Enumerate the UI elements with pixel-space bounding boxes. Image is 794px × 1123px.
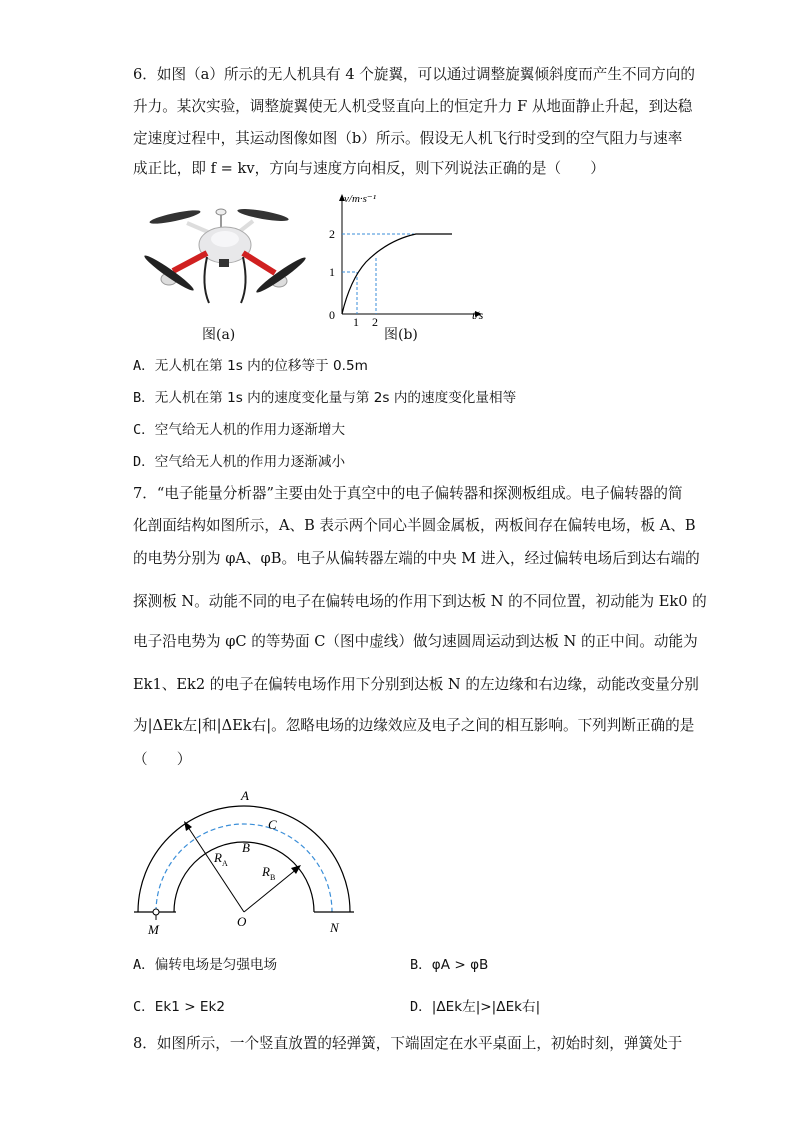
q7-option-d: D．|ΔEk左|>|ΔEk右| [410, 999, 541, 1015]
label-rb: $R_B$ [262, 864, 276, 882]
q7-line-6: Ek1、Ek2 的电子在偏转电场作用下分别到达板 N 的左边缘和右边缘，动能改变量分别 [133, 676, 699, 693]
q7-line-1: 7．“电子能量分析器”主要由处于真空中的电子偏转器和探测板组成。电子偏转器的简 [133, 485, 683, 502]
deflector-figure [126, 782, 366, 940]
q6-option-a: A．无人机在第 1s 内的位移等于 0.5m [133, 358, 368, 374]
q7-line-8: （ ） [133, 751, 192, 768]
q7-option-c: C．Ek1 > Ek2 [133, 999, 226, 1015]
q6-line-2: 升力。某次实验，调整旋翼使无人机受竖直向上的恒定升力 F 从地面静止升起，到达稳 [133, 98, 693, 115]
label-a: A [241, 788, 249, 803]
x-tick-1: 1 [353, 315, 359, 329]
label-n: N [330, 920, 339, 935]
vt-graph [326, 190, 496, 345]
q6-option-b: B．无人机在第 1s 内的速度变化量与第 2s 内的速度变化量相等 [133, 390, 517, 406]
rotor-front-left [142, 253, 196, 294]
q7-option-b: B．φA > φB [410, 957, 489, 973]
x-axis-label: t/s [472, 308, 484, 322]
y-axis-label: v/m·s⁻¹ [344, 193, 377, 205]
rotor-rear-left [149, 208, 202, 227]
q7-line-4: 探测板 N。动能不同的电子在偏转电场的作用下到达板 N 的不同位置，初动能为 Ek0 的 [133, 593, 707, 610]
q7-line-3: 的电势分别为 φA、φB。电子从偏转器左端的中央 M 进入，经过偏转电场后到达右端的 [133, 550, 700, 567]
fig-a-caption: 图(a) [202, 327, 236, 343]
fig-b-caption: 图(b) [384, 327, 418, 343]
q6-option-d: D．空气给无人机的作用力逐渐减小 [133, 454, 346, 470]
label-o: O [237, 914, 247, 929]
q6-option-c: C．空气给无人机的作用力逐渐增大 [133, 422, 346, 438]
x-tick-2: 2 [372, 315, 378, 329]
label-c: C [268, 817, 277, 832]
q6-line-4: 成正比，即 f = kv，方向与速度方向相反，则下列说法正确的是（ ） [133, 160, 605, 177]
y-tick-2: 2 [329, 227, 335, 241]
q6-line-1: 6．如图（a）所示的无人机具有 4 个旋翼，可以通过调整旋翼倾斜度而产生不同方向的 [133, 66, 695, 83]
q8-line-1: 8．如图所示，一个竖直放置的轻弹簧，下端固定在水平桌面上，初始时刻，弹簧处于 [133, 1035, 683, 1052]
equipotential-c [156, 824, 332, 912]
q7-line-7: 为|ΔEk左|和|ΔEk右|。忽略电场的边缘效应及电子之间的相互影响。下列判断正确的是 [133, 717, 695, 734]
radius-a [186, 824, 244, 912]
y-tick-1: 1 [329, 265, 335, 279]
rotor-rear-right [237, 207, 290, 224]
label-ra: $R_A$ [214, 850, 228, 868]
rotor-front-right [254, 255, 308, 296]
q7-line-5: 电子沿电势为 φC 的等势面 C（图中虚线）做匀速圆周运动到达板 N 的正中间。动能为 [133, 633, 698, 650]
q7-line-2: 化剖面结构如图所示，A、B 表示两个同心半圆金属板，两板间存在偏转电场，板 A、B [133, 517, 696, 534]
q7-option-a: A．偏转电场是匀强电场 [133, 957, 278, 973]
label-b: B [242, 840, 250, 855]
origin-label: 0 [329, 308, 335, 322]
plate-a [138, 806, 350, 912]
drone-figure [135, 195, 315, 325]
entry-point-m [153, 909, 159, 915]
velocity-curve [342, 234, 452, 314]
q6-line-3: 定速度过程中，其运动图像如图（b）所示。假设无人机飞行时受到的空气阻力与速率 [133, 130, 683, 147]
label-m: M [148, 922, 159, 937]
